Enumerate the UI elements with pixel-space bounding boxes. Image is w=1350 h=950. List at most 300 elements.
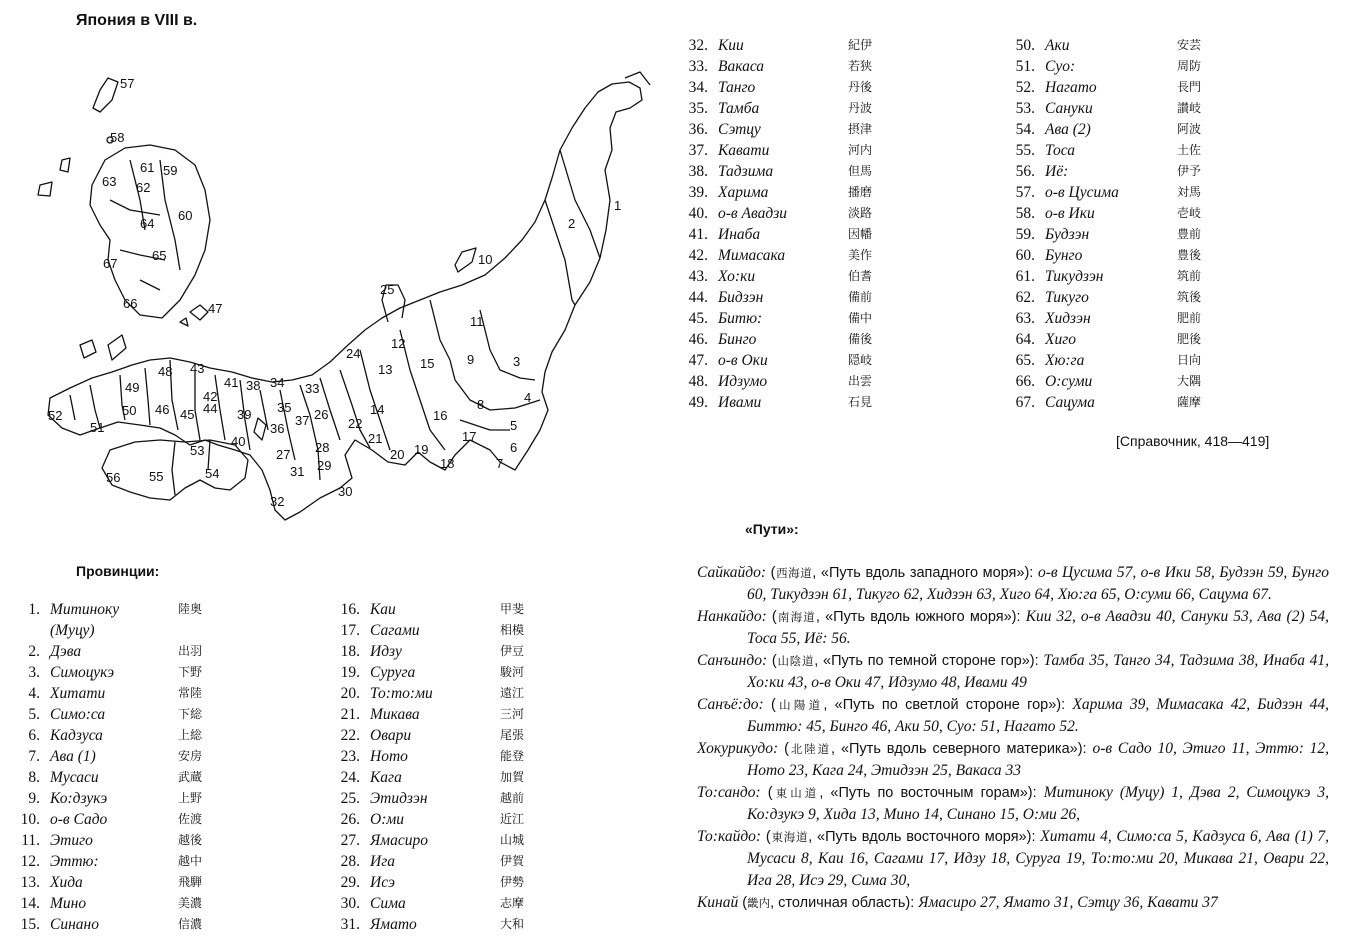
map-label: 21 xyxy=(368,431,383,446)
province-name: Этидзэн xyxy=(370,790,428,807)
province-name: Ко:дзукэ xyxy=(50,790,108,807)
province-number: 33. xyxy=(688,58,708,75)
province-kanji: 能登 xyxy=(500,749,525,763)
map-label: 34 xyxy=(270,375,285,390)
province-number: 17. xyxy=(340,622,360,639)
province-kanji: 若狭 xyxy=(848,59,873,73)
province-name: Будзэн xyxy=(1045,226,1090,243)
province-number: 64. xyxy=(1015,331,1035,348)
province-kanji: 豊後 xyxy=(1177,248,1202,262)
province-kanji: 大隅 xyxy=(1177,374,1202,388)
province-number: 57. xyxy=(1015,184,1035,201)
province-kanji: 下野 xyxy=(178,665,203,679)
map-label: 20 xyxy=(390,447,405,462)
route-name: Санъё:до: xyxy=(697,696,764,713)
province-name: Вакаса xyxy=(718,58,765,75)
route-provinces: Митиноку (Муцу) 1, Дэва 2, Симоцукэ 3, Ко:дзукэ 9, Хида 13, Мино 14, Синано 15, О:ми 26, xyxy=(747,784,1330,823)
province-name: Кадзуса xyxy=(50,727,103,744)
province-kanji: 日向 xyxy=(1177,353,1202,367)
map-label: 7 xyxy=(496,456,504,471)
province-name: Иё: xyxy=(1045,163,1069,180)
province-number: 66. xyxy=(1015,373,1035,390)
province-name: Хидзэн xyxy=(1045,310,1091,327)
province-number: 60. xyxy=(1015,247,1035,264)
province-kanji: 伊勢 xyxy=(500,875,525,889)
page-title: Япония в VIII в. xyxy=(76,12,198,29)
map-label: 52 xyxy=(48,408,63,423)
province-kanji: 安芸 xyxy=(1177,38,1202,52)
province-name: Мимасака xyxy=(718,247,786,264)
province-kanji: 美作 xyxy=(848,248,873,262)
map-label: 31 xyxy=(290,464,305,479)
province-number: 62. xyxy=(1015,289,1035,306)
province-kanji: 武蔵 xyxy=(178,770,203,784)
province-boundaries xyxy=(70,150,600,480)
route-provinces: Харима 39, Мимасака 42, Бидзэн 44, Биттю: 45, Бинго 46, Аки 50, Суо: 51, Нагато 52. xyxy=(747,696,1330,735)
route-name: Санъиндо: xyxy=(697,652,768,669)
province-name: Микава xyxy=(370,706,420,723)
province-number: 1. xyxy=(28,601,40,618)
map-label: 15 xyxy=(420,356,435,371)
province-number: 39. xyxy=(688,184,708,201)
map-label: 4 xyxy=(524,390,532,405)
province-number: 3. xyxy=(28,664,40,681)
province-number: 32. xyxy=(688,37,708,54)
route-name: Хокурикудо: xyxy=(697,740,779,757)
province-number: 67. xyxy=(1015,394,1035,411)
province-number: 40. xyxy=(688,205,708,222)
map-label: 67 xyxy=(103,256,118,271)
route-provinces: Хитати 4, Симо:са 5, Кадзуса 6, Ава (1) 7, Мусаси 8, Каи 16, Сагами 17, Идзу 18, Суруга 19, То:то:ми 20, Микава 21, Овари 22, Ига 28, Исэ 29, Сима 30, xyxy=(747,828,1330,889)
route-description: , столичная область): xyxy=(770,895,919,911)
province-kanji: 駿河 xyxy=(500,665,525,679)
japan-map xyxy=(0,0,660,540)
province-kanji: 壱岐 xyxy=(1177,206,1202,220)
province-name: Исэ xyxy=(370,874,395,891)
province-name: о-в Ики xyxy=(1045,205,1095,222)
map-label: 30 xyxy=(338,484,353,499)
route-entry: Санъиндо: (山陰道, «Путь по темной стороне гор»): Тамба 35, Танго 34, Тадзима 38, Инаба 41, Хо:ки 43, о-в Оки 47, Идзумо 48, Ивами 49 xyxy=(697,652,1330,691)
province-number: 21. xyxy=(340,706,360,723)
province-name: Танго xyxy=(718,79,756,96)
province-number: 58. xyxy=(1015,205,1035,222)
province-name: Тадзима xyxy=(718,163,774,180)
map-label: 28 xyxy=(315,440,330,455)
route-kanji: 北陸道 xyxy=(788,742,831,756)
route-description: , «Путь вдоль северного материка»): xyxy=(831,741,1093,757)
map-label: 58 xyxy=(110,130,125,145)
province-number: 18. xyxy=(340,643,360,660)
map-label: 47 xyxy=(208,301,223,316)
map-label: 17 xyxy=(462,429,477,444)
province-kanji: 志摩 xyxy=(500,896,525,910)
province-name: Сануки xyxy=(1045,100,1093,117)
route-provinces: Ямасиро 27, Ямато 31, Сэтцу 36, Кавати 37 xyxy=(918,894,1218,911)
province-kanji: 上野 xyxy=(178,791,203,805)
map-label: 49 xyxy=(125,380,140,395)
province-number: 23. xyxy=(340,748,360,765)
province-kanji: 伊予 xyxy=(1177,164,1202,178)
route-description: , «Путь вдоль южного моря»): xyxy=(815,609,1026,625)
province-name: Сацума xyxy=(1045,394,1095,411)
awaji-outline xyxy=(254,418,266,440)
map-label: 59 xyxy=(163,163,178,178)
province-name: Суо: xyxy=(1045,58,1076,75)
province-number: 45. xyxy=(688,310,708,327)
province-kanji: 出雲 xyxy=(848,374,873,388)
province-number: 41. xyxy=(688,226,708,243)
oki-outline xyxy=(180,305,208,326)
map-label: 24 xyxy=(346,346,361,361)
route-provinces: о-в Садо 10, Этиго 11, Эттю: 12, Ното 23, Кага 24, Этидзэн 25, Вакаса 33 xyxy=(747,740,1330,779)
map-label: 1 xyxy=(614,198,622,213)
province-name: Симоцукэ xyxy=(50,664,115,681)
map-label: 41 xyxy=(224,375,239,390)
route-entry: Кинай (畿内, столичная область): Ямасиро 27, Ямато 31, Сэтцу 36, Кавати 37 xyxy=(697,894,1218,911)
map-label: 26 xyxy=(314,407,329,422)
route-entry: Санъё:до: (山陽道, «Путь по светлой стороне гор»): Харима 39, Мимасака 42, Бидзэн 44, Биттю: 45, Бинго 46, Аки 50, Суо: 51, Нагато 52. xyxy=(697,696,1330,735)
province-number: 53. xyxy=(1015,100,1035,117)
province-number: 31. xyxy=(340,916,360,933)
map-label: 3 xyxy=(513,354,521,369)
province-name: Ава (2) xyxy=(1045,121,1091,138)
route-description: , «Путь по темной стороне гор»): xyxy=(814,653,1044,669)
province-kanji: 備前 xyxy=(848,290,873,304)
province-name: Хиго xyxy=(1045,331,1077,348)
province-name: Нагато xyxy=(1045,79,1097,96)
province-kanji: 阿波 xyxy=(1177,122,1202,136)
province-name: Хо:ки xyxy=(718,268,756,285)
map-label: 10 xyxy=(478,252,493,267)
province-name: Ямасиро xyxy=(370,832,428,849)
province-number: 28. xyxy=(340,853,360,870)
province-kanji: 常陸 xyxy=(178,686,203,700)
province-name: Синано xyxy=(50,916,99,933)
province-name: Ава (1) xyxy=(50,748,96,765)
map-label: 56 xyxy=(106,470,121,485)
province-number: 27. xyxy=(340,832,360,849)
province-number: 61. xyxy=(1015,268,1035,285)
province-number: 16. xyxy=(340,601,360,618)
province-number: 46. xyxy=(688,331,708,348)
province-number: 13. xyxy=(20,874,40,891)
province-name: Ямато xyxy=(370,916,417,933)
province-number: 52. xyxy=(1015,79,1035,96)
province-name: о-в Оки xyxy=(718,352,768,369)
province-kanji: 筑前 xyxy=(1177,269,1202,283)
map-label: 55 xyxy=(149,469,164,484)
province-number: 25. xyxy=(340,790,360,807)
route-kanji: 南海道 xyxy=(776,610,816,624)
province-name: (Муцу) xyxy=(50,622,95,639)
province-kanji: 甲斐 xyxy=(500,602,525,616)
map-label: 2 xyxy=(568,216,576,231)
tsushima-outline xyxy=(93,78,118,112)
province-name: Бинго xyxy=(718,331,757,348)
province-kanji: 対馬 xyxy=(1177,185,1202,199)
province-name: Аки xyxy=(1045,37,1070,54)
map-label: 61 xyxy=(140,160,155,175)
map-label: 35 xyxy=(277,400,292,415)
province-name: Харима xyxy=(718,184,769,201)
province-number: 51. xyxy=(1015,58,1035,75)
province-kanji: 但馬 xyxy=(848,164,873,178)
map-label: 64 xyxy=(140,216,155,231)
province-number: 20. xyxy=(340,685,360,702)
province-number: 10. xyxy=(20,811,40,828)
route-entry: Нанкайдо: (南海道, «Путь вдоль южного моря»): Кии 32, о-в Авадзи 40, Сануки 53, Ава (2) 54, Тоса 55, Иё: 56. xyxy=(697,608,1330,647)
map-label: 32 xyxy=(270,494,285,509)
map-label: 22 xyxy=(348,416,363,431)
province-number: 49. xyxy=(688,394,708,411)
province-number: 34. xyxy=(688,79,708,96)
map-label: 53 xyxy=(190,443,205,458)
province-kanji: 越後 xyxy=(178,833,203,847)
province-name: Хида xyxy=(50,874,83,891)
map-label: 40 xyxy=(231,434,246,449)
province-number: 63. xyxy=(1015,310,1035,327)
province-name: Инаба xyxy=(718,226,761,243)
province-name: Бунго xyxy=(1045,247,1083,264)
province-kanji: 越中 xyxy=(178,854,203,868)
map-label: 46 xyxy=(155,402,170,417)
map-label: 57 xyxy=(120,76,135,91)
province-kanji: 隠岐 xyxy=(848,353,873,367)
province-kanji: 美濃 xyxy=(178,896,203,910)
map-label: 45 xyxy=(180,407,195,422)
province-kanji: 因幡 xyxy=(848,227,873,241)
province-number: 15. xyxy=(20,916,40,933)
province-number: 55. xyxy=(1015,142,1035,159)
province-kanji: 加賀 xyxy=(500,770,525,784)
province-kanji: 出羽 xyxy=(178,644,203,658)
province-kanji: 越前 xyxy=(500,791,525,805)
route-description: , «Путь по восточным горам»): xyxy=(819,785,1044,801)
map-label: 29 xyxy=(317,458,332,473)
province-kanji: 摂津 xyxy=(848,122,873,136)
province-name: Хю:га xyxy=(1045,352,1085,369)
province-number: 24. xyxy=(340,769,360,786)
route-entry: То:сандо: (東山道, «Путь по восточным горам»): Митиноку (Муцу) 1, Дэва 2, Симоцукэ 3, Ко:дзукэ 9, Хида 13, Мино 14, Синано 15, О:ми 26, xyxy=(697,784,1330,823)
provinces-header: Провинции: xyxy=(76,563,160,579)
province-name: Кавати xyxy=(718,142,770,159)
province-kanji: 河内 xyxy=(848,143,873,157)
province-kanji: 相模 xyxy=(500,623,525,637)
province-name: Кии xyxy=(718,37,744,54)
route-kanji: 東山道 xyxy=(772,786,820,800)
map-label: 50 xyxy=(122,403,137,418)
province-name: Сэтцу xyxy=(718,121,761,138)
map-label: 13 xyxy=(378,362,393,377)
map-label: 11 xyxy=(470,314,484,329)
province-number: 14. xyxy=(20,895,40,912)
province-name: Идзумо xyxy=(718,373,768,390)
province-kanji: 備後 xyxy=(848,332,873,346)
map-label: 37 xyxy=(295,413,310,428)
province-name: О:ми xyxy=(370,811,404,828)
province-number: 37. xyxy=(688,142,708,159)
province-kanji: 信濃 xyxy=(178,917,203,931)
route-entry: Сайкайдо: (西海道, «Путь вдоль западного моря»): о-в Цусима 57, о-в Ики 58, Будзэн 59, Бунго 60, Тикудзэн 61, Тикуго 62, Хидзэн 63, Хиго 64, Хю:га 65, О:суми 66, Сацума 67. xyxy=(697,564,1329,603)
province-kanji: 山城 xyxy=(500,833,525,847)
map-label: 42 xyxy=(203,389,218,404)
map-label: 25 xyxy=(380,282,395,297)
map-label: 43 xyxy=(190,361,205,376)
map-label: 48 xyxy=(158,364,173,379)
province-number: 5. xyxy=(28,706,40,723)
route-name: Сайкайдо: xyxy=(697,564,767,581)
province-number: 9. xyxy=(28,790,40,807)
province-name: Сагами xyxy=(370,622,420,639)
map-label: 8 xyxy=(477,397,485,412)
province-name: О:суми xyxy=(1045,373,1093,390)
province-kanji: 伯耆 xyxy=(848,269,873,283)
province-kanji: 上総 xyxy=(178,728,203,742)
route-kanji: 西海道 xyxy=(775,566,813,580)
map-label: 51 xyxy=(90,420,105,435)
province-kanji: 安房 xyxy=(178,749,203,763)
route-description: , «Путь по светлой стороне гор»): xyxy=(823,697,1073,713)
province-number: 65. xyxy=(1015,352,1035,369)
route-kanji: 畿内 xyxy=(747,896,771,910)
route-provinces: Кии 32, о-в Авадзи 40, Сануки 53, Ава (2) 54, Тоса 55, Иё: 56. xyxy=(747,608,1330,647)
route-kanji: 山陰道 xyxy=(776,654,815,668)
province-number: 6. xyxy=(28,727,40,744)
province-kanji: 讃岐 xyxy=(1177,101,1202,115)
province-kanji: 三河 xyxy=(500,707,525,721)
province-kanji: 筑後 xyxy=(1177,290,1202,304)
routes-list xyxy=(697,562,1329,914)
route-kanji: 山陽道 xyxy=(775,698,824,712)
route-entry: Хокурикудо: (北陸道, «Путь вдоль северного материка»): о-в Садо 10, Этиго 11, Эттю: 12, Ното 23, Кага 24, Этидзэн 25, Вакаса 33 xyxy=(697,740,1330,779)
province-kanji: 陸奥 xyxy=(178,602,203,616)
province-number: 29. xyxy=(340,874,360,891)
province-name: Кага xyxy=(370,769,402,786)
route-name: Кинай xyxy=(697,894,739,911)
map-label: 9 xyxy=(467,352,475,367)
province-name: Битю: xyxy=(718,310,763,327)
province-kanji: 豊前 xyxy=(1177,227,1202,241)
map-label: 14 xyxy=(370,402,385,417)
province-kanji: 播磨 xyxy=(848,185,873,199)
province-name: Бидзэн xyxy=(718,289,764,306)
province-number: 59. xyxy=(1015,226,1035,243)
province-number: 12. xyxy=(20,853,40,870)
route-provinces: о-в Цусима 57, о-в Ики 58, Будзэн 59, Бунго 60, Тикудзэн 61, Тикуго 62, Хидзэн 63, Хиго 64, Хю:га 65, О:суми 66, Сацума 67. xyxy=(747,564,1329,603)
province-number: 56. xyxy=(1015,163,1035,180)
province-name: о-в Цусима xyxy=(1045,184,1119,201)
routes-header: «Пути»: xyxy=(745,521,799,537)
province-name: Ивами xyxy=(718,394,762,411)
province-name: Мусаси xyxy=(50,769,99,786)
province-kanji: 遠江 xyxy=(500,686,525,700)
route-kanji: 東海道 xyxy=(770,830,809,844)
province-number: 38. xyxy=(688,163,708,180)
map-label: 6 xyxy=(510,440,518,455)
province-name: о-в Садо xyxy=(50,811,108,828)
reference-note: [Справочник, 418—419] xyxy=(1116,433,1270,449)
province-number: 48. xyxy=(688,373,708,390)
province-number: 19. xyxy=(340,664,360,681)
province-kanji: 近江 xyxy=(500,812,525,826)
province-kanji: 丹波 xyxy=(848,101,873,115)
route-entry: То:кайдо: (東海道, «Путь вдоль восточного моря»): Хитати 4, Симо:са 5, Кадзуса 6, Ава (1) 7, Мусаси 8, Каи 16, Сагами 17, Идзу 18, Суруга 19, То:то:ми 20, Микава 21, Овари 22, Ига 28, Исэ 29, Сима 30, xyxy=(697,828,1330,889)
province-name: Митиноку xyxy=(50,601,120,618)
province-number: 8. xyxy=(28,769,40,786)
province-kanji: 備中 xyxy=(848,311,873,325)
province-number: 35. xyxy=(688,100,708,117)
map-label: 54 xyxy=(205,466,220,481)
province-number: 30. xyxy=(340,895,360,912)
province-kanji: 飛騨 xyxy=(178,875,203,889)
province-name: Хитати xyxy=(50,685,106,702)
province-name: Дэва xyxy=(50,643,82,660)
map-label: 44 xyxy=(203,401,218,416)
province-kanji: 長門 xyxy=(1177,80,1202,94)
map-label: 33 xyxy=(305,381,320,396)
province-name: Идзу xyxy=(370,643,402,660)
province-kanji: 薩摩 xyxy=(1177,395,1202,409)
province-number: 2. xyxy=(28,643,40,660)
province-kanji: 大和 xyxy=(500,917,525,931)
province-kanji: 丹後 xyxy=(848,80,873,94)
province-name: Этиго xyxy=(50,832,93,849)
map-labels xyxy=(48,76,621,509)
province-kanji: 石見 xyxy=(848,395,873,409)
province-number: 4. xyxy=(28,685,40,702)
map-label: 18 xyxy=(440,456,455,471)
province-name: Суруга xyxy=(370,664,416,681)
province-kanji: 肥後 xyxy=(1177,332,1202,346)
province-kanji: 紀伊 xyxy=(848,38,873,52)
province-kanji: 下総 xyxy=(178,707,203,721)
province-name: То:то:ми xyxy=(370,685,433,702)
province-number: 54. xyxy=(1015,121,1035,138)
province-number: 50. xyxy=(1015,37,1035,54)
map-label: 36 xyxy=(270,421,285,436)
province-name: Мино xyxy=(50,895,87,912)
province-number: 36. xyxy=(688,121,708,138)
map-label: 63 xyxy=(102,174,117,189)
province-kanji: 土佐 xyxy=(1177,143,1202,157)
route-name: То:кайдо: xyxy=(697,828,762,845)
province-name: Тикудзэн xyxy=(1045,268,1104,285)
province-number: 7. xyxy=(28,748,40,765)
map-label: 65 xyxy=(152,248,167,263)
province-number: 43. xyxy=(688,268,708,285)
province-kanji: 淡路 xyxy=(848,206,873,220)
route-description: , «Путь вдоль восточного моря»): xyxy=(808,829,1041,845)
province-name: о-в Авадзи xyxy=(718,205,787,222)
province-kanji: 佐渡 xyxy=(178,812,203,826)
province-name: Сима xyxy=(370,895,406,912)
province-name: Ига xyxy=(370,853,395,870)
map-label: 27 xyxy=(276,447,291,462)
sado-outline xyxy=(455,248,476,272)
province-number: 47. xyxy=(688,352,708,369)
province-name: Тамба xyxy=(718,100,760,117)
map-label: 38 xyxy=(246,378,261,393)
province-name: Симо:са xyxy=(50,706,106,723)
route-name: Нанкайдо: xyxy=(697,608,767,625)
province-kanji: 尾張 xyxy=(500,728,525,742)
province-name: Овари xyxy=(370,727,412,744)
map-label: 62 xyxy=(136,180,151,195)
province-number: 42. xyxy=(688,247,708,264)
province-name: Каи xyxy=(370,601,396,618)
map-label: 66 xyxy=(123,296,138,311)
province-kanji: 肥前 xyxy=(1177,311,1202,325)
